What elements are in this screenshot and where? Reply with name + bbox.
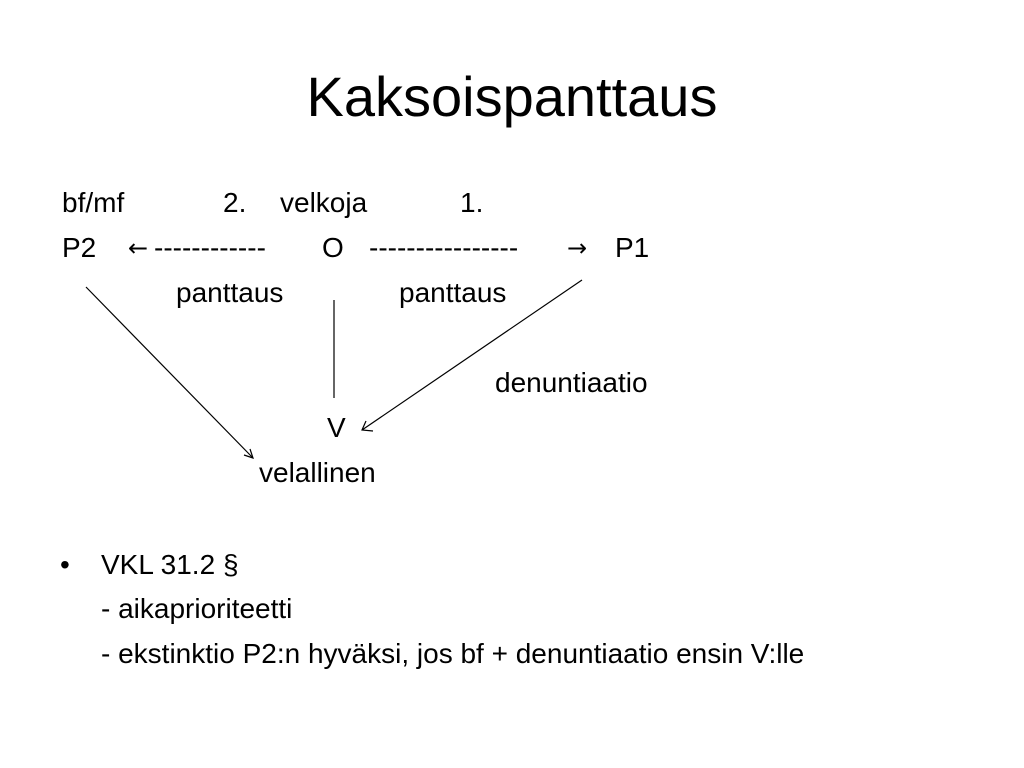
denuntiaatio-label: denuntiaatio bbox=[495, 367, 648, 398]
velkoja-label: velkoja bbox=[280, 187, 368, 218]
bf-mf-label: bf/mf bbox=[62, 187, 125, 218]
o-label: O bbox=[322, 232, 344, 263]
panttaus-left-label: panttaus bbox=[176, 277, 284, 308]
sub-item-ekstinktio: - ekstinktio P2:n hyväksi, jos bf + denuntiaatio ensin V:lle bbox=[101, 638, 805, 669]
line-p2-to-velallinen bbox=[86, 287, 253, 458]
sub-item-aikaprioriteetti: - aikaprioriteetti bbox=[101, 593, 293, 624]
p1-label: P1 bbox=[615, 232, 650, 263]
right-dashes: ---------------- bbox=[369, 232, 519, 263]
bullet-vkl: VKL 31.2 § bbox=[101, 549, 239, 580]
line-p1-to-v bbox=[362, 280, 582, 430]
panttaus-right-label: panttaus bbox=[399, 277, 507, 308]
velallinen-label: velallinen bbox=[259, 457, 376, 488]
left-dashes: ------------ bbox=[154, 232, 266, 263]
slide-title: Kaksoispanttaus bbox=[306, 65, 718, 128]
left-arrow-icon: ← bbox=[128, 234, 149, 262]
right-arrow-icon: → bbox=[567, 234, 588, 262]
p2-label: P2 bbox=[62, 232, 97, 263]
bullet-marker: • bbox=[60, 549, 70, 580]
number-2-label: 2. bbox=[223, 187, 247, 218]
v-label: V bbox=[327, 412, 346, 443]
number-1-label: 1. bbox=[460, 187, 484, 218]
